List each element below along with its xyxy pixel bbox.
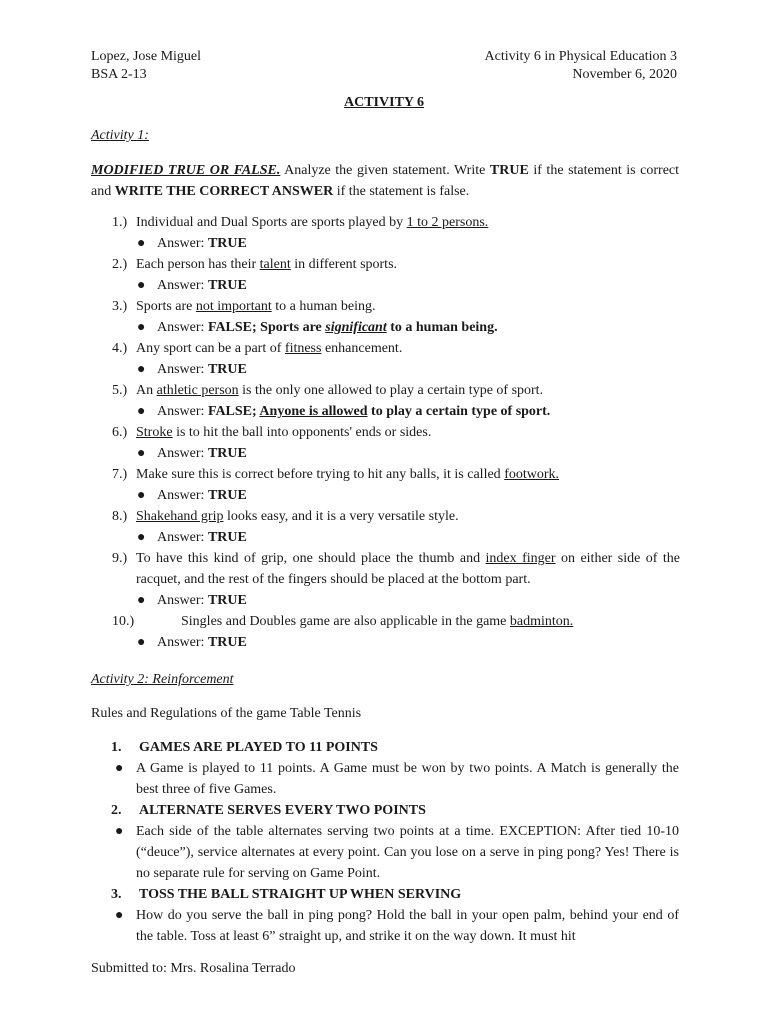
question-item — [0, 611, 680, 632]
rule-body-text: Each side of the table alternates serving two points at a time. EXCEPTION: After tied 10-10 (“deuce”), service alternates at every point. Can you lose on a serve in ping pong? Yes! There is no separate rule for serving on Game Point. — [136, 824, 679, 881]
answer-label: Answer: — [157, 446, 205, 461]
rule-body — [91, 758, 679, 800]
question-number: 9.) — [112, 551, 128, 566]
question-text: looks easy, and it is a very versatile style. — [223, 509, 459, 524]
answer-value: TRUE — [207, 488, 247, 503]
answer-value: TRUE — [207, 236, 247, 251]
rule-body — [91, 905, 679, 947]
question-underlined: talent — [259, 257, 291, 272]
question-underlined: Stroke — [136, 425, 173, 440]
question-text: to a human being. — [271, 299, 376, 314]
answer-correction: Anyone is allowed — [259, 404, 368, 419]
rule-title — [91, 884, 679, 905]
answer-value: TRUE — [207, 446, 247, 461]
activity1-heading: Activity 1: — [91, 128, 149, 143]
rules-subtitle: Rules and Regulations of the game Table Tennis — [91, 706, 362, 721]
question-item — [0, 380, 680, 401]
bullet-icon: ● — [137, 278, 146, 293]
answer-value: TRUE — [207, 635, 247, 650]
question-underlined: badminton. — [509, 614, 574, 629]
bullet-icon: ● — [137, 404, 146, 419]
activity2-heading: Activity 2: Reinforcement — [91, 672, 234, 687]
question-underlined: index finger — [485, 551, 556, 566]
bullet-icon: ● — [137, 635, 146, 650]
activity-info — [485, 48, 677, 84]
question-number: 1.) — [112, 215, 128, 230]
question-text: on either side of the racquet, and the rest of the fingers should be placed at the bottom part. — [136, 551, 681, 587]
answer-item — [0, 443, 768, 464]
rule-title — [91, 800, 679, 821]
question-underlined: fitness — [284, 341, 322, 356]
rule-title-text: TOSS THE BALL STRAIGHT UP WHEN SERVING — [139, 887, 462, 902]
question-underlined: not important — [195, 299, 272, 314]
answer-label: Answer: — [157, 635, 205, 650]
rule-title-text: ALTERNATE SERVES EVERY TWO POINTS — [139, 803, 426, 818]
question-item — [0, 338, 680, 359]
answer-item — [0, 485, 768, 506]
answer-item — [0, 401, 768, 422]
answer-item — [0, 590, 768, 611]
question-text: Make sure this is correct before trying to hit any balls, it is called — [136, 467, 505, 482]
question-underlined: Shakehand grip — [136, 509, 224, 524]
answer-value: TRUE — [207, 362, 247, 377]
question-number: 2.) — [112, 257, 128, 272]
instruction-text: if the statement is correct and — [91, 163, 680, 199]
question-item — [0, 548, 680, 590]
question-text: Individual and Dual Sports are sports played by — [136, 215, 407, 230]
activity-date: November 6, 2020 — [572, 67, 677, 82]
question-item — [0, 464, 680, 485]
rule-title-text: GAMES ARE PLAYED TO 11 POINTS — [139, 740, 378, 755]
answer-value: TRUE — [207, 278, 247, 293]
question-text: is the only one allowed to play a certain type of sport. — [238, 383, 544, 398]
bullet-icon: ● — [115, 761, 124, 776]
page-title: ACTIVITY 6 — [344, 95, 424, 110]
answer-label: Answer: — [157, 404, 205, 419]
instruction-true: TRUE — [489, 163, 529, 178]
question-number: 3.) — [112, 299, 128, 314]
answer-value: FALSE; — [207, 404, 260, 419]
answer-item — [0, 359, 768, 380]
question-text: is to hit the ball into opponents' ends or sides. — [172, 425, 432, 440]
activity1-instructions — [91, 160, 679, 202]
answer-correction: significant — [325, 320, 387, 335]
question-text: enhancement. — [321, 341, 403, 356]
question-underlined: footwork. — [504, 467, 560, 482]
question-item — [0, 212, 680, 233]
question-underlined: athletic person — [156, 383, 239, 398]
rules-list — [91, 737, 679, 947]
answer-item — [0, 317, 768, 338]
answer-label: Answer: — [157, 593, 205, 608]
question-text: To have this kind of grip, one should place the thumb and — [136, 551, 486, 566]
question-list — [0, 212, 768, 653]
question-underlined: 1 to 2 persons. — [406, 215, 489, 230]
rule-body-text: How do you serve the ball in ping pong? Hold the ball in your open palm, behind your end of the table. Toss at least 6” straight up, and strike it on the way down. It must hit — [136, 908, 679, 944]
submitted-to: Submitted to: Mrs. Rosalina Terrado — [91, 961, 296, 976]
student-section: BSA 2-13 — [91, 67, 147, 82]
question-number: 5.) — [112, 383, 128, 398]
question-item — [0, 254, 680, 275]
question-text: Sports are — [136, 299, 196, 314]
question-text: An — [136, 383, 157, 398]
question-item — [0, 422, 680, 443]
question-number: 6.) — [112, 425, 128, 440]
bullet-icon: ● — [137, 320, 146, 335]
bullet-icon: ● — [137, 236, 146, 251]
bullet-icon: ● — [137, 446, 146, 461]
instruction-text: if the statement is false. — [333, 184, 470, 199]
question-text: Singles and Doubles game are also applicable in the game — [181, 614, 510, 629]
answer-item — [0, 632, 768, 653]
question-number: 8.) — [112, 509, 128, 524]
instruction-text: Analyze the given statement. Write — [280, 163, 490, 178]
answer-value: to a human being. — [386, 320, 498, 335]
question-text: Each person has their — [136, 257, 260, 272]
answer-label: Answer: — [157, 530, 205, 545]
answer-item — [0, 527, 768, 548]
answer-label: Answer: — [157, 488, 205, 503]
bullet-icon: ● — [115, 824, 124, 839]
bullet-icon: ● — [137, 530, 146, 545]
question-item — [0, 296, 680, 317]
answer-label: Answer: — [157, 236, 205, 251]
answer-label: Answer: — [157, 362, 205, 377]
student-info — [91, 48, 201, 84]
answer-label: Answer: — [157, 320, 205, 335]
answer-value: TRUE — [207, 593, 247, 608]
question-item — [0, 506, 680, 527]
rule-body — [91, 821, 679, 884]
answer-item — [0, 233, 768, 254]
question-text: Any sport can be a part of — [136, 341, 285, 356]
question-number: 7.) — [112, 467, 128, 482]
question-number: 10.) — [112, 614, 135, 629]
instruction-write: WRITE THE CORRECT ANSWER — [114, 184, 334, 199]
answer-item — [0, 275, 768, 296]
bullet-icon: ● — [115, 908, 124, 923]
student-name: Lopez, Jose Miguel — [91, 49, 202, 64]
bullet-icon: ● — [137, 593, 146, 608]
answer-value: FALSE; Sports are — [207, 320, 326, 335]
question-number: 4.) — [112, 341, 128, 356]
answer-label: Answer: — [157, 278, 205, 293]
activity-label: Activity 6 in Physical Education 3 — [484, 49, 677, 64]
rule-title — [91, 737, 679, 758]
question-text: in different sports. — [290, 257, 398, 272]
instruction-lead: MODIFIED TRUE OR FALSE. — [91, 163, 281, 178]
answer-value: TRUE — [207, 530, 247, 545]
bullet-icon: ● — [137, 362, 146, 377]
bullet-icon: ● — [137, 488, 146, 503]
rule-body-text: A Game is played to 11 points. A Game must be won by two points. A Match is generally the best three of five Games. — [136, 761, 679, 797]
rule-number: 3. — [111, 887, 122, 902]
rule-number: 2. — [111, 803, 122, 818]
answer-value: to play a certain type of sport. — [367, 404, 551, 419]
rule-number: 1. — [111, 740, 122, 755]
